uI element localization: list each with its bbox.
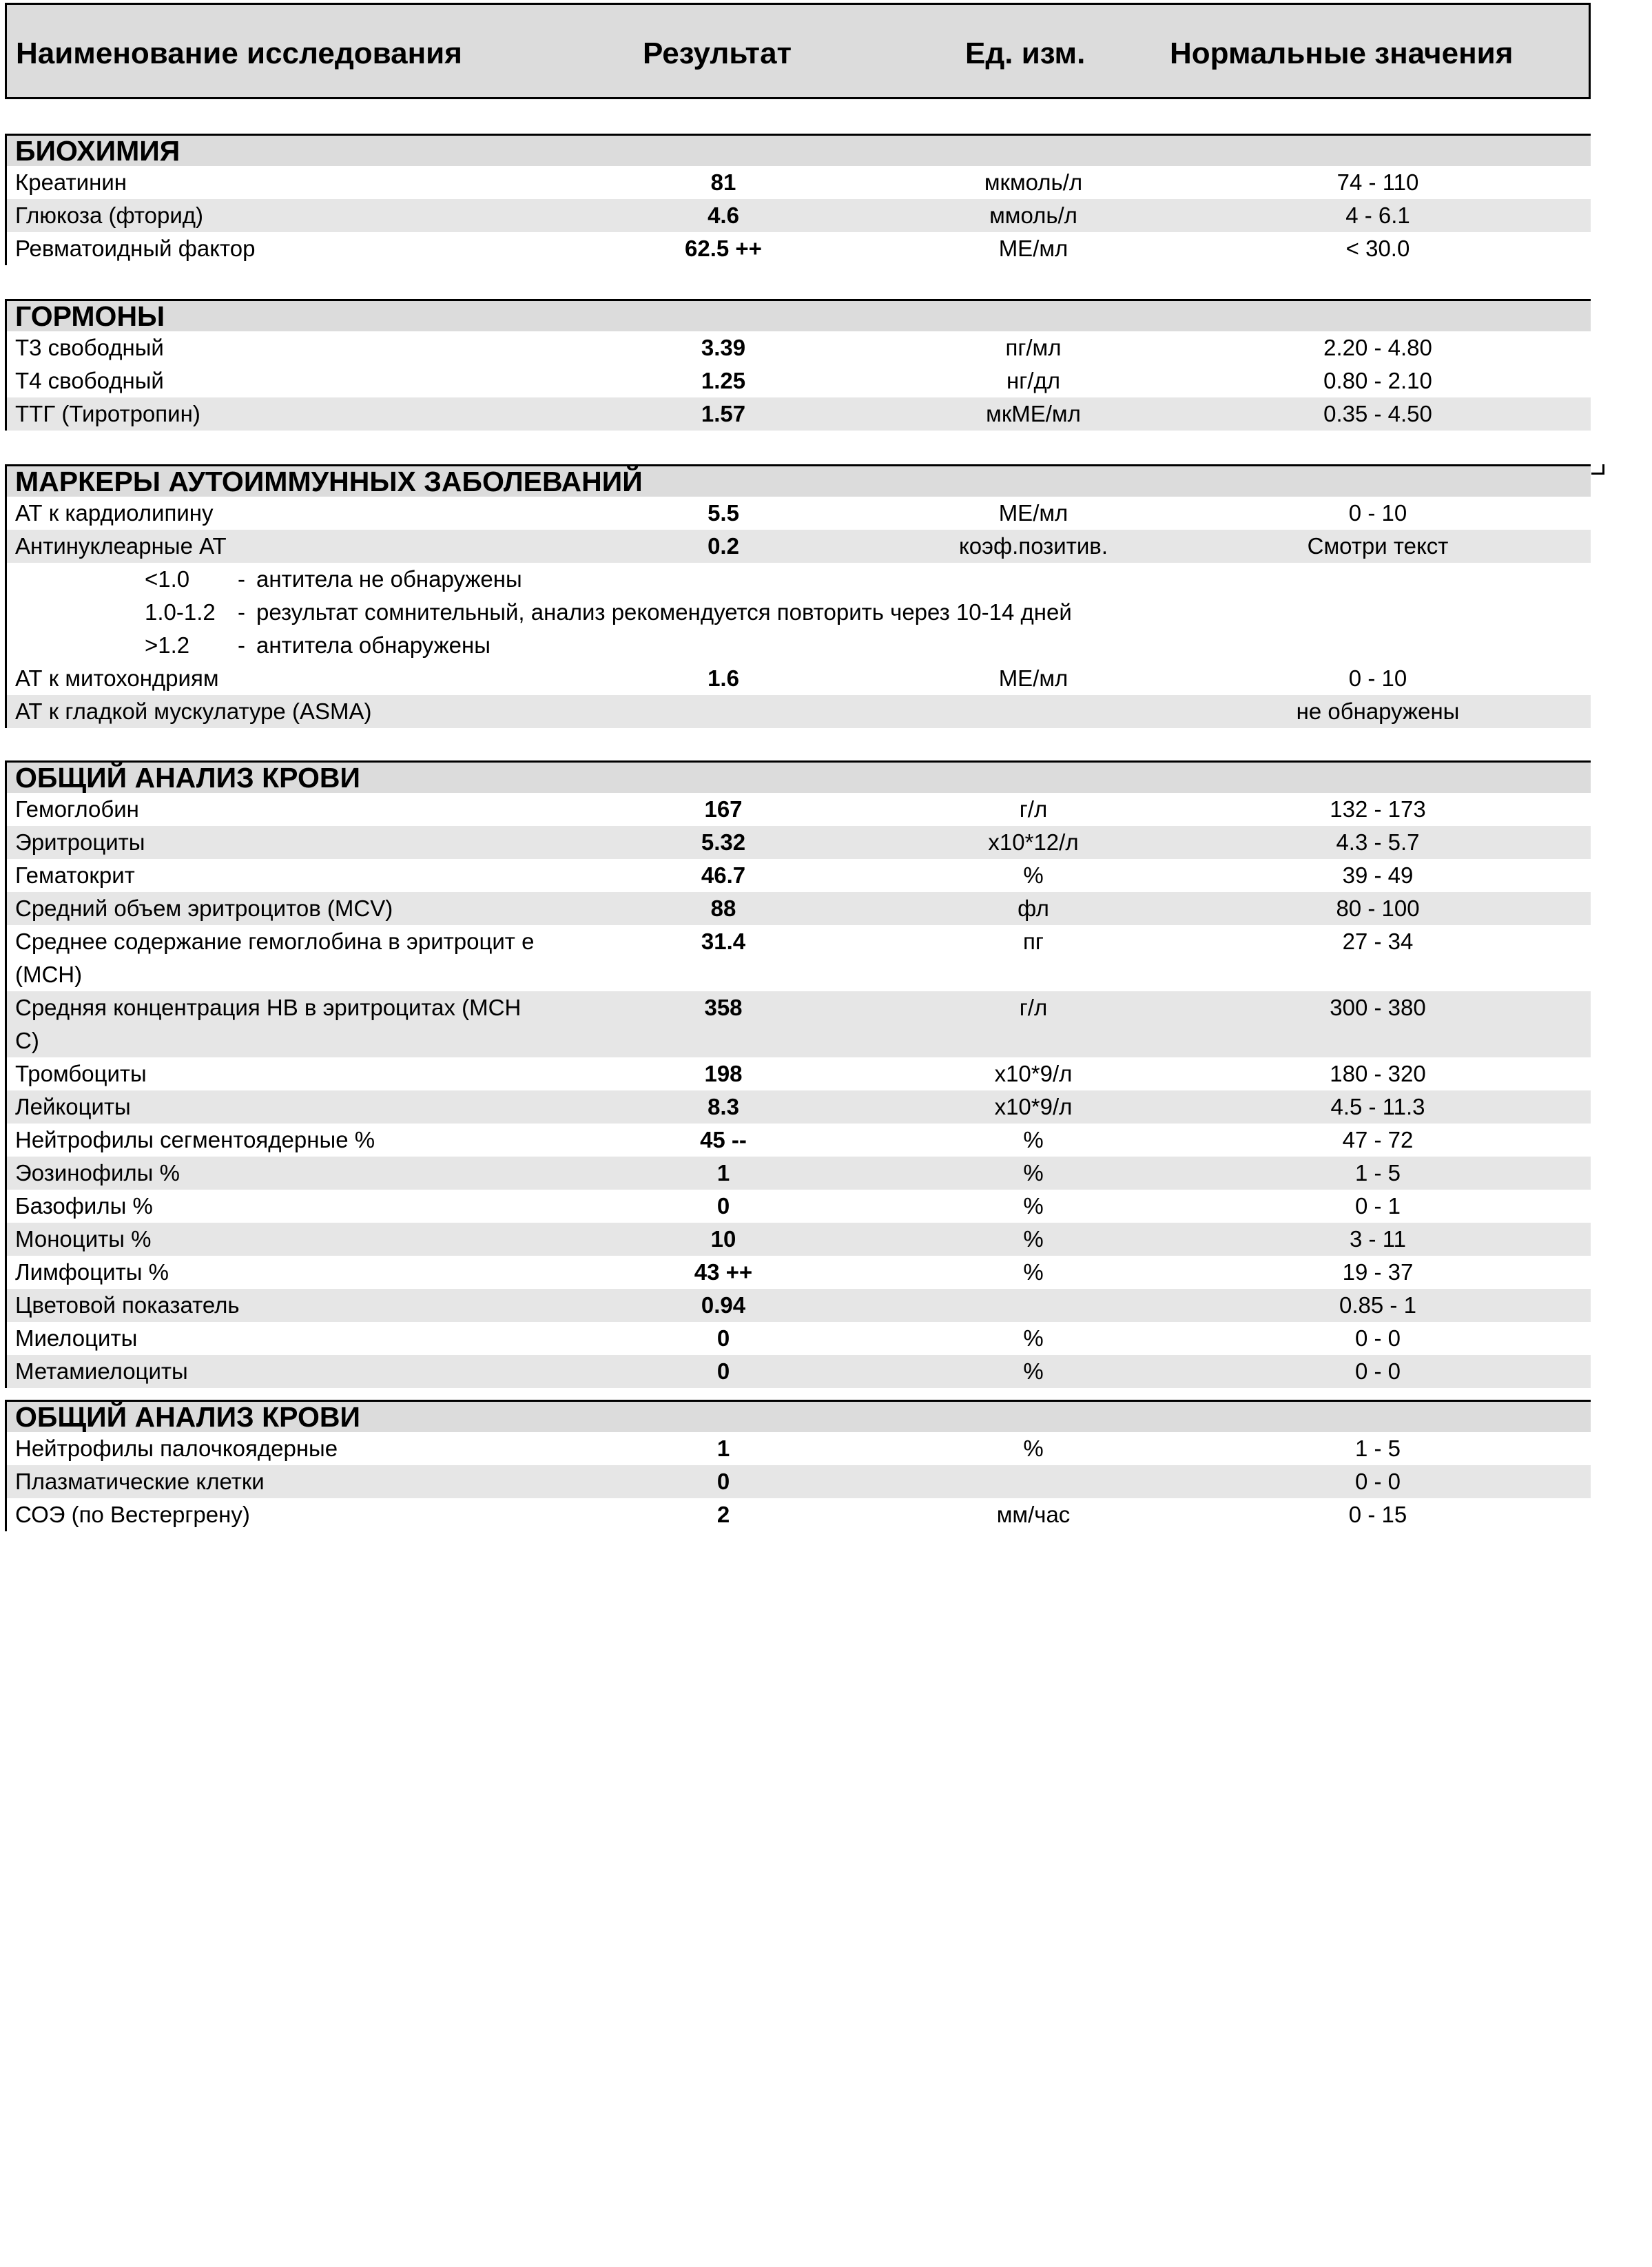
table-row [5,1355,1591,1388]
table-row [5,1498,1591,1531]
section-title: МАРКЕРЫ АУТОИММУННЫХ ЗАБОЛЕВАНИЙ [5,464,1591,497]
table-header [5,3,1591,99]
test-unit: ммоль/л [989,203,1077,228]
test-result: 45 -- [700,1127,747,1152]
test-result: 0 [716,1358,730,1384]
test-name: Антинуклеарные АТ [15,533,227,559]
test-name: Миелоциты [15,1325,138,1351]
test-result: 4.6 [708,203,739,228]
test-name: Гематокрит [15,862,135,888]
table-row [5,1465,1591,1498]
test-unit: мкМЕ/мл [986,401,1081,426]
header-unit: Ед. изм. [965,37,1086,70]
test-name: Моноциты % [15,1226,152,1252]
test-name: АТ к митохондриям [15,665,219,691]
test-unit: % [1023,1193,1044,1219]
table-row [5,925,1591,991]
header-result: Результат [643,37,792,70]
test-norm: 47 - 72 [1342,1127,1414,1152]
test-norm: 3 - 11 [1350,1226,1406,1252]
test-result: 0 [716,1469,730,1494]
test-name: Т3 свободный [15,335,164,360]
test-result: 1 [716,1436,730,1461]
test-unit: фл [1018,896,1049,921]
table-row [5,497,1591,530]
test-name: Эритроциты [15,829,145,855]
table-row [5,695,1591,728]
table-row [5,991,1591,1057]
test-norm: 0 - 10 [1348,665,1407,691]
table-row [5,232,1591,265]
test-unit: x10*12/л [988,829,1079,855]
test-norm: 0 - 1 [1354,1193,1401,1219]
test-name: Цветовой показатель [15,1292,240,1318]
test-result: 1.6 [708,665,739,691]
test-result: 1.25 [701,368,746,393]
test-unit: x10*9/л [994,1094,1073,1119]
test-norm: Смотри текст [1307,533,1449,559]
test-unit: % [1023,1259,1044,1285]
test-result: 31.4 [701,929,746,954]
test-result: 43 ++ [694,1259,753,1285]
table-row [5,1223,1591,1256]
test-name: Гемоглобин [15,796,139,822]
test-norm: 0 - 0 [1354,1358,1401,1384]
note-text: антитела не обнаружены [256,566,522,592]
test-result: 198 [704,1061,743,1086]
table-row [5,892,1591,925]
section-title: БИОХИМИЯ [5,134,1591,166]
section-autoimmune-markers [5,464,1591,728]
test-result: 167 [704,796,743,822]
table-row [5,826,1591,859]
test-result: 62.5 ++ [685,236,762,261]
test-unit: % [1023,1127,1044,1152]
test-norm: 0 - 0 [1354,1469,1401,1494]
test-result: 3.39 [701,335,746,360]
table-row [5,1057,1591,1090]
test-unit: МЕ/мл [998,500,1068,526]
section-title: ОБЩИЙ АНАЛИЗ КРОВИ [5,1400,1591,1432]
test-name: Среднее содержание гемоглобина в эритроцит е (MCH) [15,929,535,987]
test-norm: 27 - 34 [1342,929,1414,954]
table-row [5,1157,1591,1190]
table-row [5,199,1591,232]
test-result: 0.94 [701,1292,746,1318]
test-name: Базофилы % [15,1193,153,1219]
test-unit: мм/час [996,1502,1071,1527]
interpretation-note [5,563,1591,596]
test-unit: % [1023,1226,1044,1252]
note-text: антитела обнаружены [256,632,491,658]
test-result: 81 [710,169,736,195]
test-unit: % [1023,1436,1044,1461]
header-name: Наименование исследования [16,37,462,70]
test-norm: 0.85 - 1 [1339,1292,1416,1318]
test-result: 5.5 [708,500,739,526]
test-name: АТ к гладкой мускулатуре (ASMA) [15,698,372,724]
test-unit: % [1023,862,1044,888]
test-norm: 0.80 - 2.10 [1323,368,1432,393]
test-name: Эозинофилы % [15,1160,180,1186]
test-norm: < 30.0 [1345,236,1410,261]
test-unit: г/л [1019,796,1048,822]
interpretation-note [5,629,1591,662]
test-norm: 39 - 49 [1342,862,1414,888]
table-row [5,1190,1591,1223]
interpretation-note [5,596,1591,629]
corner-mark [1591,464,1604,475]
note-range: <1.0 [145,566,190,592]
test-result: 8.3 [708,1094,739,1119]
test-norm: 4.5 - 11.3 [1330,1094,1425,1119]
table-row [5,662,1591,695]
test-norm: 0 - 10 [1348,500,1407,526]
test-norm: 1 - 5 [1354,1160,1401,1186]
test-name: Метамиелоциты [15,1358,188,1384]
test-name: Т4 свободный [15,368,164,393]
test-norm: 0 - 0 [1354,1325,1401,1351]
test-unit: пг/мл [1005,335,1062,360]
test-name: Лимфоциты % [15,1259,169,1285]
test-name: Тромбоциты [15,1061,147,1086]
test-name: Лейкоциты [15,1094,131,1119]
test-name: Нейтрофилы палочкоядерные [15,1436,338,1461]
test-result: 2 [716,1502,730,1527]
test-name: СОЭ (по Вестергрену) [15,1502,250,1527]
test-norm: 19 - 37 [1342,1259,1414,1285]
section-cbc-continued [5,1400,1591,1531]
table-row [5,1289,1591,1322]
section-title: ГОРМОНЫ [5,299,1591,331]
test-unit: нг/дл [1006,368,1060,393]
test-norm: 80 - 100 [1336,896,1420,921]
table-row [5,1090,1591,1124]
table-row [5,1124,1591,1157]
test-name: Средняя концентрация HB в эритроцитах (MCH C) [15,995,522,1053]
table-row [5,397,1591,431]
test-norm: 180 - 320 [1330,1061,1426,1086]
test-norm: 74 - 110 [1336,169,1419,195]
note-dash: - [238,566,245,592]
test-result: 5.32 [701,829,746,855]
table-row [5,1256,1591,1289]
header-norm: Нормальные значения [1170,37,1514,70]
test-unit: коэф.позитив. [959,533,1108,559]
section-hormones [5,299,1591,431]
table-row [5,364,1591,397]
test-norm: 4.3 - 5.7 [1336,829,1420,855]
test-unit: г/л [1019,995,1048,1020]
test-unit: % [1023,1358,1044,1384]
test-result: 0 [716,1325,730,1351]
test-name: ТТГ (Тиротропин) [15,401,200,426]
test-name: Нейтрофилы сегментоядерные % [15,1127,375,1152]
test-result: 46.7 [701,862,746,888]
table-row [5,859,1591,892]
test-name: Глюкоза (фторид) [15,203,204,228]
test-name: Плазматические клетки [15,1469,265,1494]
test-norm: 4 - 6.1 [1345,203,1410,228]
test-unit: мкмоль/л [984,169,1083,195]
note-dash: - [238,632,245,658]
test-unit: % [1023,1325,1044,1351]
note-range: 1.0-1.2 [145,599,216,625]
table-row [5,166,1591,199]
test-unit: пг [1023,929,1044,954]
table-row [5,530,1591,563]
test-norm: не обнаружены [1296,698,1460,724]
test-norm: 1 - 5 [1354,1436,1401,1461]
test-norm: 132 - 173 [1330,796,1426,822]
test-unit: % [1023,1160,1044,1186]
test-result: 358 [704,995,743,1020]
test-unit: МЕ/мл [998,665,1068,691]
table-row [5,331,1591,364]
test-norm: 2.20 - 4.80 [1323,335,1432,360]
test-unit: МЕ/мл [998,236,1068,261]
test-result: 0 [716,1193,730,1219]
test-name: Креатинин [15,169,127,195]
table-row [5,1322,1591,1355]
note-text: результат сомнительный, анализ рекомендуется повторить через 10-14 дней [256,599,1072,625]
table-row [5,1432,1591,1465]
test-norm: 0.35 - 4.50 [1323,401,1432,426]
test-unit: x10*9/л [994,1061,1073,1086]
section-title: ОБЩИЙ АНАЛИЗ КРОВИ [5,760,1591,793]
section-biochemistry [5,134,1591,265]
test-name: АТ к кардиолипину [15,500,214,526]
table-row [5,793,1591,826]
test-result: 0.2 [708,533,739,559]
test-norm: 0 - 15 [1348,1502,1407,1527]
test-result: 1 [716,1160,730,1186]
test-result: 88 [710,896,736,921]
test-name: Средний объем эритроцитов (MCV) [15,896,393,921]
test-result: 10 [710,1226,736,1252]
note-dash: - [238,599,245,625]
section-cbc [5,760,1591,1388]
note-range: >1.2 [145,632,190,658]
test-result: 1.57 [701,401,746,426]
test-name: Ревматоидный фактор [15,236,256,261]
test-norm: 300 - 380 [1330,995,1426,1020]
